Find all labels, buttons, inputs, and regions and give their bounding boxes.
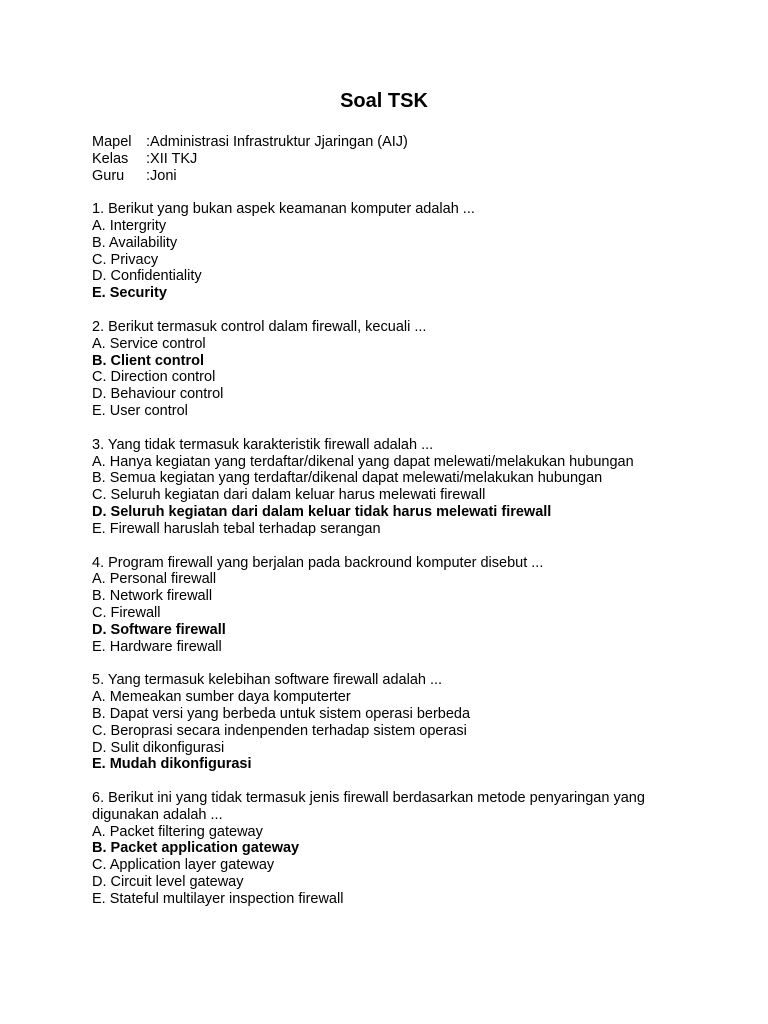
answer-option-correct: E. Mudah dikonfigurasi <box>92 756 252 773</box>
question-text: 1. Berikut yang bukan aspek keamanan komputer adalah ... <box>92 201 475 218</box>
question-list <box>92 201 712 907</box>
question-6 <box>92 790 712 908</box>
answer-option: C. Application layer gateway <box>92 857 275 874</box>
meta-value: Administrasi Infrastruktur Jjaringan (AIJ) <box>150 134 408 150</box>
answer-option: A. Intergrity <box>92 217 167 234</box>
question-text: 5. Yang termasuk kelebihan software firewall adalah ... <box>92 672 443 689</box>
meta-label: Kelas <box>92 150 129 167</box>
document-content <box>92 134 712 925</box>
answer-option: A. Packet filtering gateway <box>92 823 263 840</box>
answer-option-correct: B. Client control <box>92 352 204 369</box>
meta-row-mapel <box>92 134 712 151</box>
meta-value: Joni <box>150 167 177 184</box>
answer-option-correct: D. Seluruh kegiatan dari dalam keluar tidak harus melewati firewall <box>92 503 552 520</box>
question-text: 2. Berikut termasuk control dalam firewall, kecuali ... <box>92 318 427 335</box>
meta-label: Guru <box>92 167 125 184</box>
answer-option: D. Circuit level gateway <box>92 874 244 891</box>
answer-option: C. Firewall <box>92 604 161 621</box>
answer-option-correct: E. Security <box>92 285 167 302</box>
meta-label: Mapel <box>92 134 132 150</box>
answer-option: C. Direction control <box>92 369 216 386</box>
answer-option: A. Personal firewall <box>92 571 217 588</box>
answer-option: A. Memeakan sumber daya komputerter <box>92 689 351 706</box>
answer-option: C. Seluruh kegiatan dari dalam keluar harus melewati firewall <box>92 487 486 504</box>
question-text: 4. Program firewall yang berjalan pada backround komputer disebut ... <box>92 554 544 571</box>
answer-option: B. Availability <box>92 234 178 251</box>
answer-option: C. Privacy <box>92 251 159 268</box>
answer-option: B. Network firewall <box>92 588 213 605</box>
answer-option: E. Firewall haruslah tebal terhadap serangan <box>92 520 381 537</box>
question-3 <box>92 437 712 538</box>
question-1 <box>92 201 712 302</box>
document-title: Soal TSK <box>340 90 428 112</box>
meta-separator: : <box>146 167 151 184</box>
answer-option: D. Confidentiality <box>92 268 202 285</box>
answer-option: C. Beroprasi secara indenpenden terhadap sistem operasi <box>92 722 467 739</box>
answer-option: E. User control <box>92 402 188 419</box>
meta-row-guru <box>92 168 712 185</box>
answer-option: D. Sulit dikonfigurasi <box>92 739 225 756</box>
meta-value: XII TKJ <box>150 150 198 167</box>
answer-option: B. Dapat versi yang berbeda untuk sistem operasi berbeda <box>92 705 471 722</box>
answer-option-correct: B. Packet application gateway <box>92 840 300 857</box>
document-meta <box>92 134 712 184</box>
answer-option: A. Service control <box>92 335 206 352</box>
answer-option-correct: D. Software firewall <box>92 621 226 638</box>
answer-option: B. Semua kegiatan yang terdaftar/dikenal dapat melewati/melakukan hubungan <box>92 470 603 487</box>
meta-row-kelas <box>92 151 712 168</box>
answer-option: A. Hanya kegiatan yang terdaftar/dikenal yang dapat melewati/melakukan hubungan <box>92 453 634 470</box>
question-5 <box>92 672 712 773</box>
meta-separator: : <box>146 150 151 167</box>
answer-option: E. Hardware firewall <box>92 638 222 655</box>
answer-option: D. Behaviour control <box>92 386 224 403</box>
answer-option: E. Stateful multilayer inspection firewall <box>92 890 344 907</box>
question-4 <box>92 555 712 656</box>
question-2 <box>92 319 712 420</box>
question-text: 6. Berikut ini yang tidak termasuk jenis firewall berdasarkan metode penyaringan yang digunakan adalah ... <box>92 790 645 823</box>
question-text: 3. Yang tidak termasuk karakteristik firewall adalah ... <box>92 436 434 453</box>
meta-separator: : <box>146 134 151 150</box>
